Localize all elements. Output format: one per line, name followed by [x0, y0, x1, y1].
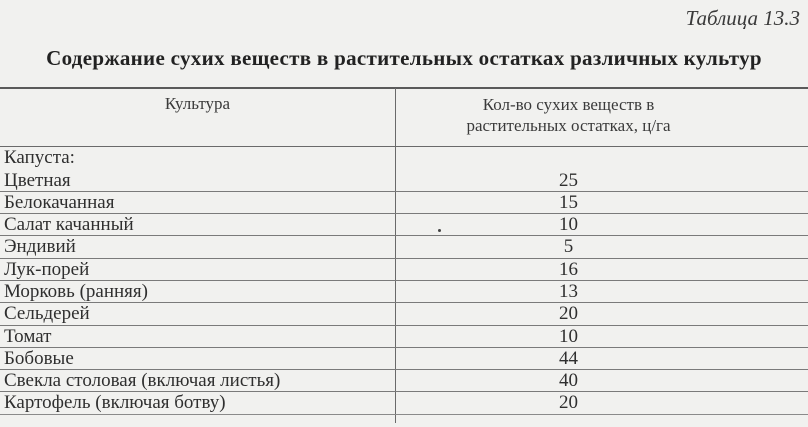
dry-matter-value: 16 — [559, 258, 578, 280]
table-row — [0, 370, 808, 392]
header-dry-matter-line1: Кол-во сухих веществ в — [482, 95, 655, 114]
table-row — [0, 236, 808, 258]
table-number-label: Таблица 13.3 — [685, 6, 800, 30]
crop-name: Свекла столовая (включая листья) — [4, 370, 281, 392]
table-row — [0, 392, 808, 414]
table-row — [0, 170, 808, 192]
table-title: Содержание сухих веществ в растительных остатках различных культур — [46, 46, 762, 70]
table-top-rule — [0, 87, 808, 89]
group-label: Капуста: — [4, 147, 75, 168]
header-crop-column: Культура — [164, 94, 231, 113]
table-row — [0, 192, 808, 214]
table-row — [0, 259, 808, 281]
table-row — [0, 303, 808, 325]
crop-name: Морковь (ранняя) — [4, 280, 148, 302]
crop-name: Салат качанный — [4, 214, 134, 236]
table-row — [0, 214, 808, 236]
header-dry-matter-column — [396, 94, 741, 136]
dry-matter-value: 40 — [559, 370, 578, 392]
print-speck — [438, 229, 441, 232]
table-row — [0, 281, 808, 303]
dry-matter-value: 44 — [559, 347, 578, 369]
crop-name: Бобовые — [4, 347, 74, 369]
group-row — [0, 147, 808, 170]
crop-name: Эндивий — [4, 236, 76, 258]
crop-name: Лук-порей — [4, 258, 90, 280]
crop-name: Цветная — [4, 169, 71, 191]
dry-matter-value: 25 — [559, 169, 578, 191]
dry-matter-value: 10 — [559, 214, 578, 236]
header-dry-matter-line2: растительных остатках, ц/га — [466, 116, 671, 135]
crop-name: Сельдерей — [4, 303, 90, 325]
dry-matter-value: 10 — [559, 325, 578, 347]
crop-name: Белокачанная — [4, 191, 115, 213]
dry-matter-value: 20 — [559, 392, 578, 414]
crop-name: Томат — [4, 325, 52, 347]
dry-matter-value: 20 — [559, 303, 578, 325]
table-row — [0, 348, 808, 370]
dry-matter-value: 5 — [563, 236, 574, 258]
crop-name: Картофель (включая ботву) — [4, 392, 226, 414]
dry-matter-value: 15 — [559, 191, 578, 213]
table-row — [0, 326, 808, 348]
table-body — [0, 147, 808, 415]
dry-matter-value: 13 — [559, 280, 578, 302]
